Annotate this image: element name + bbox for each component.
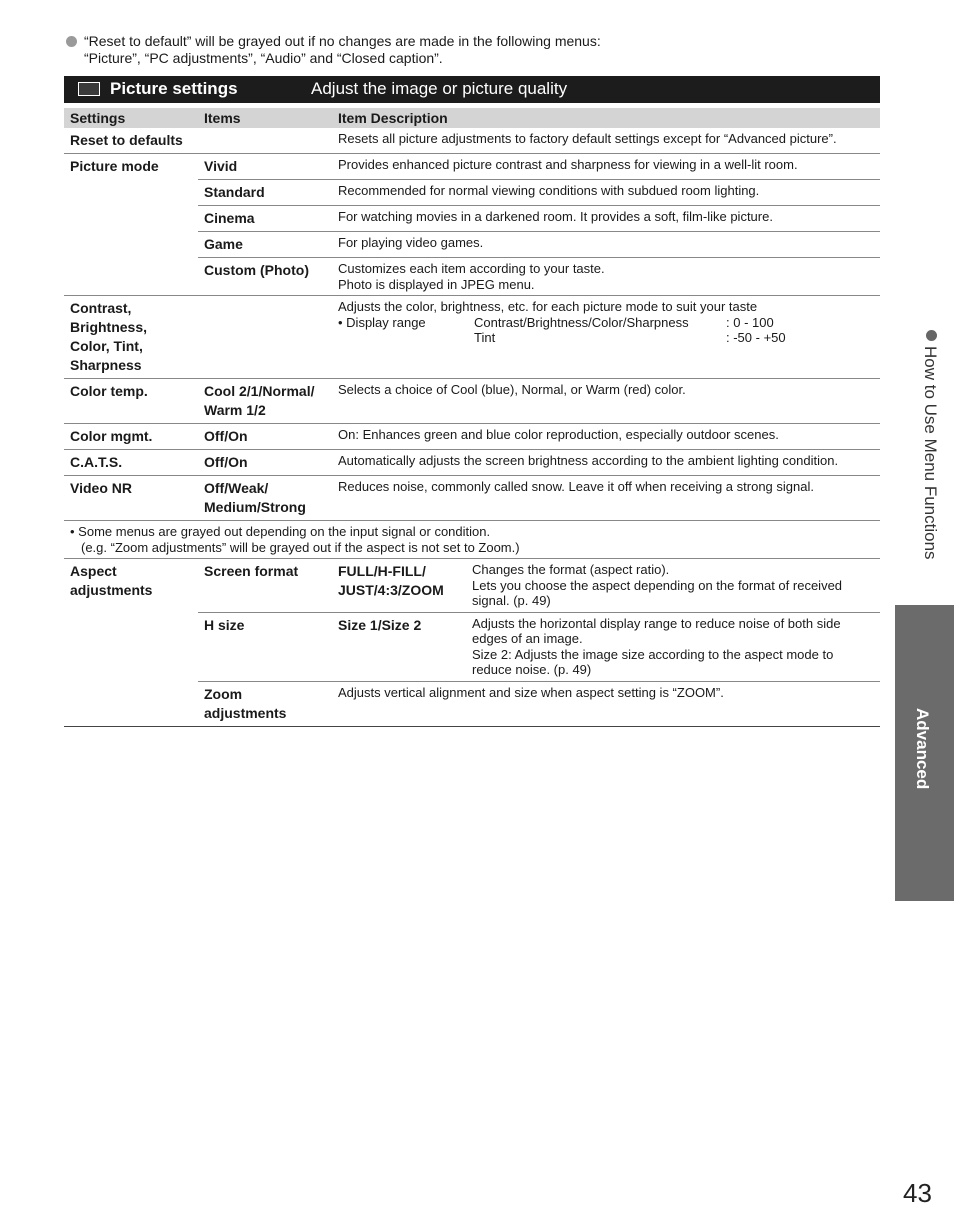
advanced-tab-label: Advanced bbox=[913, 708, 932, 790]
table-row bbox=[64, 154, 880, 180]
desc-zoom: Adjusts vertical alignment and size when aspect setting is “ZOOM”. bbox=[332, 681, 880, 726]
desc-color-mgmt: On: Enhances green and blue color reproduction, especially outdoor scenes. bbox=[332, 424, 880, 450]
desc-custom: Customizes each item according to your taste. Photo is displayed in JPEG menu. bbox=[332, 258, 880, 296]
col-settings: Settings bbox=[64, 108, 198, 128]
display-range-table bbox=[338, 315, 808, 346]
setting-reset: Reset to defaults bbox=[64, 128, 198, 154]
range1-value: : 0 - 100 bbox=[726, 314, 774, 330]
setting-picture-mode: Picture mode bbox=[64, 154, 198, 296]
item-custom: Custom (Photo) bbox=[198, 258, 332, 296]
table-row bbox=[64, 128, 880, 154]
item-cats: Off/On bbox=[198, 450, 332, 476]
settings-table-wrap bbox=[64, 108, 880, 727]
range2-value: : -50 - +50 bbox=[726, 330, 786, 345]
section-header bbox=[64, 76, 880, 103]
setting-cats: C.A.T.S. bbox=[64, 450, 198, 476]
range2-name: Tint bbox=[474, 330, 496, 345]
section-title: Picture settings bbox=[110, 79, 238, 98]
desc-game: For playing video games. bbox=[332, 232, 880, 258]
setting-color-temp: Color temp. bbox=[64, 379, 198, 424]
desc-standard: Recommended for normal viewing conditions with subdued room lighting. bbox=[332, 180, 880, 206]
table-row bbox=[64, 424, 880, 450]
item-color-mgmt: Off/On bbox=[198, 424, 332, 450]
table-row bbox=[64, 476, 880, 521]
item-color-temp: Cool 2/1/Normal/ Warm 1/2 bbox=[198, 379, 332, 424]
side-section-label: How to Use Menu Functions bbox=[900, 330, 950, 600]
desc-h-size: Adjusts the horizontal display range to reduce noise of both side edges of an image. Size 2: Adjusts the image size according to the aspect mode to reduce noise. (p. 49) bbox=[466, 612, 880, 681]
desc-cats: Automatically adjusts the screen brightness according to the ambient lighting condition. bbox=[332, 450, 880, 476]
setting-aspect: Aspect adjustments bbox=[64, 559, 198, 727]
screen-icon bbox=[78, 82, 100, 96]
table-row bbox=[64, 559, 880, 613]
table-header-row bbox=[64, 108, 880, 128]
item-zoom: Zoom adjustments bbox=[198, 681, 332, 726]
item-h-size: H size bbox=[198, 612, 332, 681]
desc-color-temp: Selects a choice of Cool (blue), Normal, or Warm (red) color. bbox=[332, 379, 880, 424]
desc-reset: Resets all picture adjustments to factory default settings except for “Advanced picture”. bbox=[332, 128, 880, 154]
col-description: Item Description bbox=[332, 108, 880, 128]
item-game: Game bbox=[198, 232, 332, 258]
top-note-line2: “Picture”, “PC adjustments”, “Audio” and “Closed caption”. bbox=[84, 50, 443, 66]
setting-color-mgmt: Color mgmt. bbox=[64, 424, 198, 450]
table-row bbox=[64, 379, 880, 424]
page-number: 43 bbox=[903, 1178, 932, 1208]
table-note-row bbox=[64, 521, 880, 559]
col-items: Items bbox=[198, 108, 332, 128]
range1-name: Contrast/Brightness/Color/Sharpness bbox=[474, 314, 689, 330]
table-note: • Some menus are grayed out depending on the input signal or condition. (e.g. “Zoom adjustments” will be grayed out if the aspect is not set to Zoom.) bbox=[64, 521, 880, 559]
sub-screen-format: FULL/H-FILL/ JUST/4:3/ZOOM bbox=[332, 559, 466, 613]
item-video-nr: Off/Weak/ Medium/Strong bbox=[198, 476, 332, 521]
setting-video-nr: Video NR bbox=[64, 476, 198, 521]
range-label: • Display range bbox=[338, 314, 426, 330]
item-standard: Standard bbox=[198, 180, 332, 206]
desc-cinema: For watching movies in a darkened room. It provides a soft, film-like picture. bbox=[332, 206, 880, 232]
setting-contrast: Contrast, Brightness, Color, Tint, Sharpness bbox=[64, 296, 198, 379]
desc-video-nr: Reduces noise, commonly called snow. Leave it off when receiving a strong signal. bbox=[332, 476, 880, 521]
item-cinema: Cinema bbox=[198, 206, 332, 232]
bullet-icon bbox=[926, 330, 937, 341]
desc-screen-format: Changes the format (aspect ratio). Lets you choose the aspect depending on the format of received signal. (p. 49) bbox=[466, 559, 880, 613]
table-row bbox=[64, 296, 880, 379]
desc-contrast: Adjusts the color, brightness, etc. for each picture mode to suit your taste • Display range Contrast/Brightness/Color/Sharpness : 0 - 100 Tint : -50 - +50 bbox=[332, 296, 880, 379]
top-note-line1: “Reset to default” will be grayed out if no changes are made in the following menus: bbox=[84, 33, 601, 49]
advanced-tab bbox=[895, 605, 954, 901]
settings-table bbox=[64, 108, 880, 727]
item-vivid: Vivid bbox=[198, 154, 332, 180]
sub-h-size: Size 1/Size 2 bbox=[332, 612, 466, 681]
item-screen-format: Screen format bbox=[198, 559, 332, 613]
desc-vivid: Provides enhanced picture contrast and sharpness for viewing in a well-lit room. bbox=[332, 154, 880, 180]
top-note bbox=[66, 33, 601, 67]
section-subtitle: Adjust the image or picture quality bbox=[311, 79, 568, 98]
table-row bbox=[64, 450, 880, 476]
bullet-icon bbox=[66, 36, 77, 47]
